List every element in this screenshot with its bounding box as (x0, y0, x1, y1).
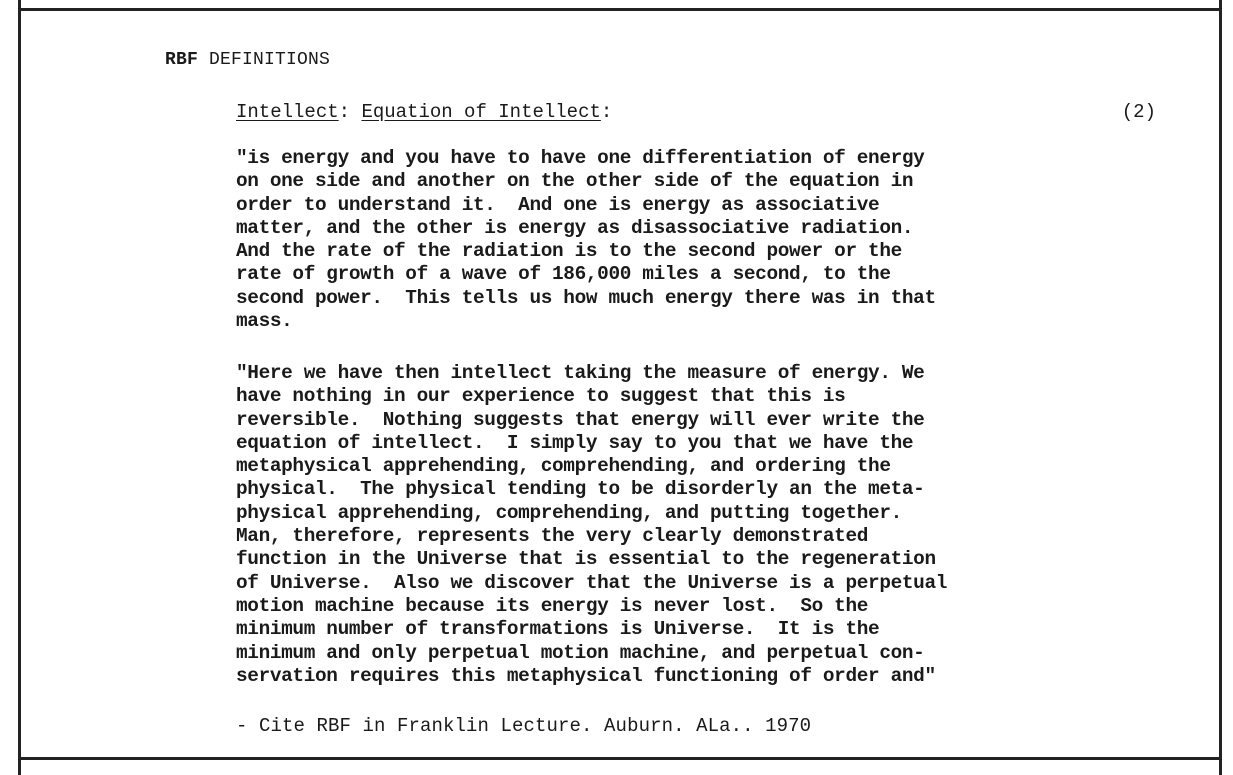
text-line: of Universe. Also we discover that the Universe is a perpetual (236, 571, 948, 594)
text-line: equation of intellect. I simply say to you that we have the (236, 431, 914, 454)
text-line: physical. The physical tending to be disorderly an the meta- (236, 478, 925, 501)
subterm: Equation of Intellect (361, 101, 601, 123)
text-line: "is energy and you have to have one differentiation of energy (236, 147, 925, 169)
heading-label: DEFINITIONS (198, 50, 331, 70)
text-line: function in the Universe that is essential to the regeneration (236, 548, 936, 571)
text-line: "Here we have then intellect taking the measure of energy. We (236, 362, 925, 384)
quote-paragraph-1 (236, 147, 1136, 333)
heading-initials: RBF (165, 50, 199, 70)
text-line: And the rate of the radiation is to the second power or the (236, 240, 902, 263)
quote-paragraph-2 (236, 362, 1136, 688)
text-line: Man, therefore, represents the very clearly demonstrated (236, 525, 869, 548)
text-line: matter, and the other is energy as disassociative radiation. (236, 216, 914, 239)
citation: - Cite RBF in Franklin Lecture. Auburn. ALa.. 1970 (236, 715, 812, 737)
page-number: (2) (1121, 101, 1156, 123)
text-line: have nothing in our experience to suggest that this is (236, 385, 846, 408)
text-line: second power. This tells us how much energy there was in that (236, 286, 936, 309)
text-line: physical apprehending, comprehending, and putting together. (236, 501, 902, 524)
text-line: order to understand it. And one is energy as associative (236, 193, 880, 216)
text-line: motion machine because its energy is never lost. So the (236, 594, 869, 617)
subterm-separator: : (600, 101, 613, 123)
text-line: servation requires this metaphysical functioning of order and" (236, 664, 936, 687)
card-border-right (1219, 0, 1222, 775)
text-line: on one side and another on the other side of the equation in (236, 170, 914, 193)
term-separator: : (338, 101, 362, 123)
card-border-top (18, 8, 1222, 11)
text-line: mass. (236, 310, 293, 333)
entry-title (236, 101, 1156, 123)
card-border-bottom (18, 757, 1222, 760)
section-heading (165, 50, 330, 70)
card-border-left (18, 0, 21, 775)
text-line: reversible. Nothing suggests that energy will ever write the (236, 408, 925, 431)
text-line: minimum and only perpetual motion machine, and perpetual con- (236, 641, 925, 664)
text-line: metaphysical apprehending, comprehending, and ordering the (236, 455, 891, 478)
term: Intellect (236, 101, 339, 123)
text-line: rate of growth of a wave of 186,000 miles a second, to the (236, 263, 891, 286)
text-line: minimum number of transformations is Universe. It is the (236, 618, 880, 641)
